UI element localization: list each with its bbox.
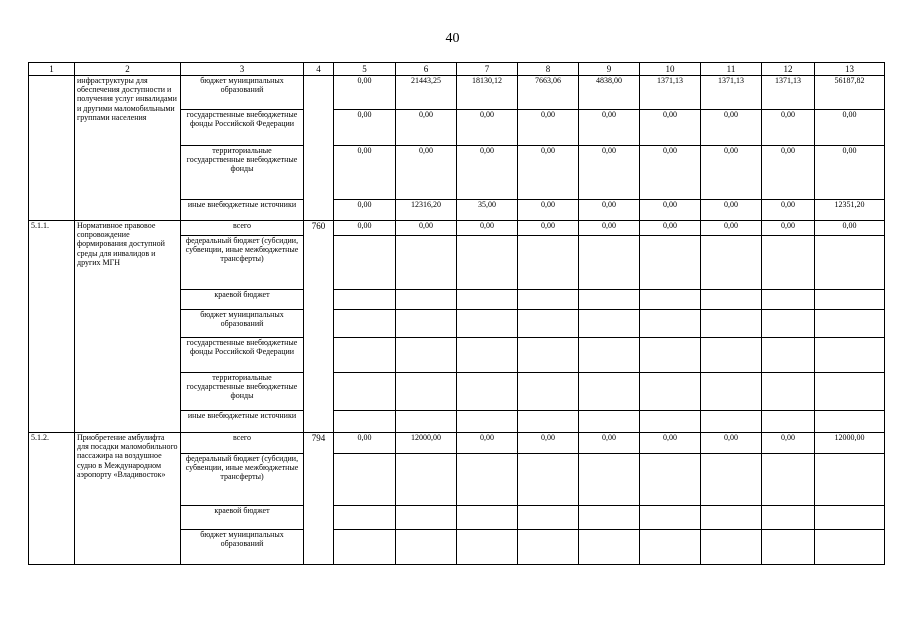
header-cell: 9 xyxy=(579,63,640,76)
header-cell: 2 xyxy=(75,63,181,76)
value-cell xyxy=(701,310,762,338)
value-cell xyxy=(396,530,457,565)
value-cell xyxy=(396,236,457,290)
value-cell: 0,00 xyxy=(815,110,885,146)
value-cell xyxy=(457,338,518,373)
value-cell: 0,00 xyxy=(334,221,396,236)
value-cell xyxy=(640,290,701,310)
value-cell xyxy=(579,411,640,433)
value-cell: 0,00 xyxy=(701,433,762,454)
value-cell xyxy=(396,310,457,338)
value-cell xyxy=(518,411,579,433)
funding-source-cell: государственные внебюджетные фонды Российской Федерации xyxy=(181,110,304,146)
value-cell: 35,00 xyxy=(457,200,518,221)
code-cell: 794 xyxy=(304,433,334,565)
value-cell: 12000,00 xyxy=(815,433,885,454)
value-cell: 21443,25 xyxy=(396,76,457,110)
value-cell: 0,00 xyxy=(762,200,815,221)
header-cell: 11 xyxy=(701,63,762,76)
table-body xyxy=(29,63,885,565)
funding-source-cell: всего xyxy=(181,433,304,454)
value-cell xyxy=(334,236,396,290)
item-name-cell: Приобретение амбулифта для посадки маломобильного пассажира на воздушное судно в Международном аэропорту «Владивосток» xyxy=(75,433,181,565)
item-number-cell xyxy=(29,76,75,221)
value-cell xyxy=(762,338,815,373)
value-cell: 0,00 xyxy=(579,110,640,146)
value-cell: 1371,13 xyxy=(762,76,815,110)
value-cell: 7663,06 xyxy=(518,76,579,110)
funding-source-cell: иные внебюджетные источники xyxy=(181,411,304,433)
funding-source-cell: территориальные государственные внебюджетные фонды xyxy=(181,146,304,200)
value-cell xyxy=(640,338,701,373)
value-cell xyxy=(701,411,762,433)
value-cell xyxy=(396,373,457,411)
value-cell: 1371,13 xyxy=(640,76,701,110)
budget-table xyxy=(28,62,885,565)
value-cell xyxy=(579,310,640,338)
value-cell xyxy=(518,338,579,373)
value-cell: 0,00 xyxy=(518,433,579,454)
value-cell: 0,00 xyxy=(762,433,815,454)
value-cell xyxy=(457,454,518,506)
value-cell xyxy=(518,373,579,411)
table-row xyxy=(29,433,885,454)
value-cell: 12351,20 xyxy=(815,200,885,221)
value-cell: 0,00 xyxy=(457,110,518,146)
value-cell xyxy=(579,290,640,310)
value-cell: 0,00 xyxy=(334,200,396,221)
value-cell xyxy=(815,236,885,290)
value-cell: 0,00 xyxy=(396,221,457,236)
value-cell xyxy=(640,454,701,506)
value-cell xyxy=(815,338,885,373)
value-cell: 0,00 xyxy=(640,146,701,200)
value-cell: 0,00 xyxy=(701,200,762,221)
header-cell: 5 xyxy=(334,63,396,76)
value-cell: 4838,00 xyxy=(579,76,640,110)
value-cell xyxy=(457,310,518,338)
value-cell xyxy=(396,411,457,433)
value-cell xyxy=(457,506,518,530)
value-cell xyxy=(334,338,396,373)
value-cell: 0,00 xyxy=(762,221,815,236)
value-cell: 0,00 xyxy=(396,146,457,200)
value-cell xyxy=(640,373,701,411)
value-cell: 0,00 xyxy=(701,146,762,200)
value-cell xyxy=(334,310,396,338)
value-cell xyxy=(334,506,396,530)
value-cell xyxy=(457,530,518,565)
value-cell xyxy=(579,454,640,506)
item-name-cell: Нормативное правовое сопровождение формирования доступной среды для инвалидов и других МГН xyxy=(75,221,181,433)
value-cell xyxy=(579,506,640,530)
value-cell: 56187,82 xyxy=(815,76,885,110)
value-cell xyxy=(815,454,885,506)
value-cell xyxy=(396,290,457,310)
value-cell: 0,00 xyxy=(518,110,579,146)
funding-source-cell: бюджет муниципальных образований xyxy=(181,310,304,338)
value-cell xyxy=(762,530,815,565)
value-cell xyxy=(518,236,579,290)
value-cell xyxy=(701,454,762,506)
value-cell xyxy=(579,530,640,565)
value-cell xyxy=(701,506,762,530)
value-cell xyxy=(701,530,762,565)
value-cell xyxy=(518,290,579,310)
header-row xyxy=(29,63,885,76)
item-number-cell: 5.1.2. xyxy=(29,433,75,565)
value-cell xyxy=(457,290,518,310)
value-cell xyxy=(457,411,518,433)
value-cell xyxy=(815,310,885,338)
value-cell: 0,00 xyxy=(457,433,518,454)
funding-source-cell: краевой бюджет xyxy=(181,506,304,530)
value-cell: 0,00 xyxy=(815,221,885,236)
header-cell: 1 xyxy=(29,63,75,76)
value-cell xyxy=(579,236,640,290)
header-cell: 6 xyxy=(396,63,457,76)
value-cell: 1371,13 xyxy=(701,76,762,110)
value-cell xyxy=(762,236,815,290)
code-cell: 760 xyxy=(304,221,334,433)
value-cell: 0,00 xyxy=(640,110,701,146)
header-cell: 13 xyxy=(815,63,885,76)
code-cell xyxy=(304,76,334,221)
page-number: 40 xyxy=(445,31,460,46)
funding-source-cell: федеральный бюджет (субсидии, субвенции, иные межбюджетные трансферты) xyxy=(181,454,304,506)
funding-source-cell: иные внебюджетные источники xyxy=(181,200,304,221)
value-cell xyxy=(815,506,885,530)
value-cell: 0,00 xyxy=(701,221,762,236)
value-cell xyxy=(579,373,640,411)
header-cell: 7 xyxy=(457,63,518,76)
value-cell: 0,00 xyxy=(640,433,701,454)
value-cell xyxy=(518,506,579,530)
value-cell xyxy=(334,454,396,506)
value-cell: 0,00 xyxy=(334,146,396,200)
value-cell xyxy=(815,411,885,433)
item-number-cell: 5.1.1. xyxy=(29,221,75,433)
value-cell: 0,00 xyxy=(579,221,640,236)
value-cell: 0,00 xyxy=(579,146,640,200)
value-cell xyxy=(762,310,815,338)
value-cell xyxy=(815,290,885,310)
funding-source-cell: всего xyxy=(181,221,304,236)
value-cell: 0,00 xyxy=(396,110,457,146)
value-cell: 0,00 xyxy=(640,200,701,221)
value-cell xyxy=(815,373,885,411)
value-cell: 0,00 xyxy=(579,433,640,454)
funding-source-cell: бюджет муниципальных образований xyxy=(181,76,304,110)
value-cell xyxy=(640,506,701,530)
value-cell xyxy=(334,290,396,310)
value-cell xyxy=(396,338,457,373)
value-cell xyxy=(640,236,701,290)
header-cell: 3 xyxy=(181,63,304,76)
value-cell: 0,00 xyxy=(457,146,518,200)
value-cell xyxy=(762,290,815,310)
value-cell: 0,00 xyxy=(334,76,396,110)
value-cell xyxy=(396,506,457,530)
value-cell: 12000,00 xyxy=(396,433,457,454)
value-cell xyxy=(457,373,518,411)
table-row xyxy=(29,221,885,236)
table-row xyxy=(29,76,885,110)
value-cell: 0,00 xyxy=(579,200,640,221)
value-cell xyxy=(579,338,640,373)
value-cell xyxy=(640,411,701,433)
value-cell: 0,00 xyxy=(518,200,579,221)
funding-source-cell: краевой бюджет xyxy=(181,290,304,310)
value-cell xyxy=(701,290,762,310)
value-cell: 18130,12 xyxy=(457,76,518,110)
value-cell: 0,00 xyxy=(762,110,815,146)
value-cell xyxy=(334,411,396,433)
value-cell xyxy=(701,373,762,411)
value-cell xyxy=(518,310,579,338)
value-cell xyxy=(701,338,762,373)
value-cell xyxy=(762,454,815,506)
header-cell: 12 xyxy=(762,63,815,76)
funding-source-cell: бюджет муниципальных образований xyxy=(181,530,304,565)
value-cell xyxy=(640,310,701,338)
value-cell: 0,00 xyxy=(334,433,396,454)
header-cell: 10 xyxy=(640,63,701,76)
funding-source-cell: территориальные государственные внебюджетные фонды xyxy=(181,373,304,411)
value-cell: 0,00 xyxy=(518,146,579,200)
funding-source-cell: государственные внебюджетные фонды Российской Федерации xyxy=(181,338,304,373)
value-cell xyxy=(640,530,701,565)
value-cell: 0,00 xyxy=(334,110,396,146)
value-cell: 0,00 xyxy=(640,221,701,236)
value-cell xyxy=(518,530,579,565)
value-cell xyxy=(762,373,815,411)
value-cell xyxy=(334,530,396,565)
value-cell xyxy=(762,506,815,530)
value-cell: 0,00 xyxy=(701,110,762,146)
header-cell: 8 xyxy=(518,63,579,76)
value-cell: 0,00 xyxy=(815,146,885,200)
value-cell xyxy=(518,454,579,506)
value-cell: 0,00 xyxy=(762,146,815,200)
value-cell xyxy=(457,236,518,290)
value-cell xyxy=(815,530,885,565)
value-cell: 0,00 xyxy=(457,221,518,236)
value-cell: 12316,20 xyxy=(396,200,457,221)
funding-source-cell: федеральный бюджет (субсидии, субвенции, иные межбюджетные трансферты) xyxy=(181,236,304,290)
value-cell xyxy=(701,236,762,290)
value-cell xyxy=(396,454,457,506)
value-cell xyxy=(762,411,815,433)
header-cell: 4 xyxy=(304,63,334,76)
item-name-cell: инфраструктуры для обеспечения доступности и получения услуг инвалидами и другими маломобильными группами населения xyxy=(75,76,181,221)
value-cell: 0,00 xyxy=(518,221,579,236)
value-cell xyxy=(334,373,396,411)
